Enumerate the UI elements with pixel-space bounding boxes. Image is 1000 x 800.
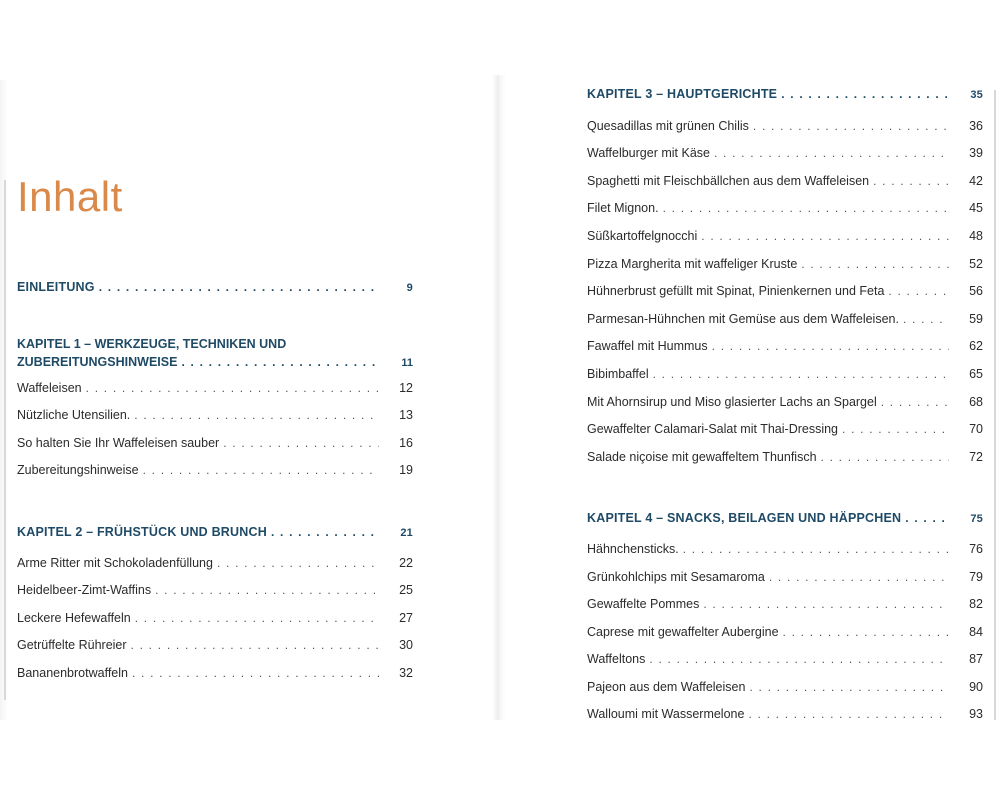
toc-entry[interactable]	[587, 223, 983, 251]
toc-entry-label: Gewaffelte Pommes	[587, 597, 700, 612]
toc-entry-label: Bibimbaffel	[587, 366, 649, 381]
dot-leader	[143, 457, 379, 485]
toc-entry-page: 93	[969, 707, 983, 722]
toc-entry-page: 56	[969, 284, 983, 299]
dot-leader	[132, 660, 379, 688]
dot-leader	[181, 353, 379, 371]
toc-entry-label: Arme Ritter mit Schokoladenfüllung	[17, 555, 213, 570]
toc-entry-page: 68	[969, 394, 983, 409]
toc-entry-page: 62	[969, 339, 983, 354]
dot-leader	[99, 274, 379, 302]
dot-leader	[873, 168, 949, 196]
toc-entry-page: 16	[399, 435, 413, 450]
dot-leader	[748, 701, 949, 729]
toc-entry-label: Waffeleisen	[17, 380, 82, 395]
chapter-1-title-line1: KAPITEL 1 – WERKZEUGE, TECHNIKEN UND	[17, 336, 287, 351]
dot-leader	[712, 333, 949, 361]
toc-entry-label: Quesadillas mit grünen Chilis	[587, 118, 749, 133]
chapter-3-page: 35	[970, 89, 983, 101]
dot-leader	[663, 195, 949, 223]
dot-leader	[683, 536, 949, 564]
chapter-1-title-line2: ZUBEREITUNGSHINWEISE	[17, 354, 178, 369]
toc-entry[interactable]	[587, 701, 983, 729]
chapter-4-title: KAPITEL 4 – SNACKS, BEILAGEN UND HÄPPCHEN	[587, 511, 902, 526]
toc-entry-page: 13	[399, 408, 413, 423]
toc-entry-page: 84	[969, 624, 983, 639]
dot-leader	[714, 140, 949, 168]
toc-entry[interactable]	[587, 564, 983, 592]
toc-entry-label: Hähnchensticks.	[587, 541, 679, 556]
toc-entry-label: Walloumi mit Wassermelone	[587, 707, 745, 722]
page-title: Inhalt	[17, 173, 123, 220]
toc-intro-label: EINLEITUNG	[17, 280, 95, 294]
dot-leader	[134, 402, 379, 430]
toc-entry-page: 19	[399, 463, 413, 478]
toc-chapter-2[interactable]	[17, 519, 413, 547]
toc-entry-label: Bananenbrotwaffeln	[17, 665, 128, 680]
dot-leader	[753, 113, 949, 141]
toc-entry[interactable]	[587, 416, 983, 444]
dot-leader	[86, 375, 379, 403]
toc-entry-label: Mit Ahornsirup und Miso glasierter Lachs an Spargel	[587, 394, 877, 409]
dot-leader	[703, 591, 949, 619]
toc-entry-page: 22	[399, 555, 413, 570]
toc-entry-label: Zubereitungshinweise	[17, 463, 139, 478]
dot-leader	[135, 605, 379, 633]
dot-leader	[271, 519, 379, 547]
dot-leader	[781, 81, 949, 109]
toc-entry[interactable]	[587, 646, 983, 674]
toc-entry[interactable]	[587, 251, 983, 279]
dot-leader	[653, 361, 949, 389]
toc-entry-page: 42	[969, 173, 983, 188]
toc-entry-page: 48	[969, 228, 983, 243]
toc-entry-label: Filet Mignon.	[587, 201, 659, 216]
toc-entry-label: Pizza Margherita mit waffeliger Kruste	[587, 256, 798, 271]
toc-entry-label: Parmesan-Hühnchen mit Gemüse aus dem Waffeleisen.	[587, 311, 899, 326]
toc-entry-label: Salade niçoise mit gewaffeltem Thunfisch	[587, 449, 817, 464]
toc-chapter-3[interactable]	[587, 81, 983, 109]
toc-entry-label: Waffeltons	[587, 652, 646, 667]
toc-chapter-4[interactable]	[587, 505, 983, 533]
toc-entry-page: 39	[969, 146, 983, 161]
toc-entry-page: 30	[399, 638, 413, 653]
toc-entry[interactable]	[17, 457, 413, 485]
toc-entry[interactable]	[587, 306, 983, 334]
dot-leader	[842, 416, 949, 444]
chapter-1-page: 11	[401, 356, 413, 369]
toc-entry[interactable]	[17, 605, 413, 633]
chapter-3-title: KAPITEL 3 – HAUPTGERICHTE	[587, 87, 778, 101]
toc-entry[interactable]	[17, 577, 413, 605]
toc-entry-label: Waffelburger mit Käse	[587, 146, 710, 161]
toc-entry-label: Gewaffelter Calamari-Salat mit Thai-Dressing	[587, 422, 839, 437]
toc-entry-page: 12	[399, 380, 413, 395]
toc-entry-label: Spaghetti mit Fleischbällchen aus dem Waffeleisen	[587, 173, 870, 188]
dot-leader	[903, 306, 949, 334]
toc-entry[interactable]	[17, 402, 413, 430]
toc-entry-page: 59	[969, 311, 983, 326]
toc-entry-label: Hühnerbrust gefüllt mit Spinat, Pinienkernen und Feta	[587, 284, 885, 299]
toc-entry-page: 90	[969, 679, 983, 694]
dot-leader	[801, 251, 949, 279]
toc-entry-label: Fawaffel mit Hummus	[587, 339, 708, 354]
toc-entry[interactable]	[587, 536, 983, 564]
left-margin-rule	[4, 180, 6, 700]
toc-entry[interactable]	[587, 619, 983, 647]
toc-entry-label: Grünkohlchips mit Sesamaroma	[587, 569, 765, 584]
toc-entry[interactable]	[17, 375, 413, 403]
toc-entry[interactable]	[17, 632, 413, 660]
toc-entry[interactable]	[587, 674, 983, 702]
toc-entry[interactable]	[587, 168, 983, 196]
dot-leader	[769, 564, 949, 592]
toc-entry-label: Nützliche Utensilien.	[17, 408, 131, 423]
toc-entry-page: 52	[969, 256, 983, 271]
chapter-4-page: 75	[970, 513, 983, 526]
chapter-2-title: KAPITEL 2 – FRÜHSTÜCK UND BRUNCH	[17, 524, 267, 539]
toc-entry-page: 45	[969, 201, 983, 216]
dot-leader	[905, 505, 949, 533]
toc-right-column	[587, 81, 983, 729]
toc-entry-page: 79	[969, 569, 983, 584]
toc-intro[interactable]	[17, 274, 413, 302]
toc-entry[interactable]	[587, 389, 983, 417]
toc-entry-label: Pajeon aus dem Waffeleisen	[587, 679, 746, 694]
toc-entry-page: 32	[399, 665, 413, 680]
toc-entry-label: Süßkartoffelgnocchi	[587, 228, 698, 243]
toc-entry-page: 65	[969, 366, 983, 381]
dot-leader	[649, 646, 949, 674]
toc-entry-label: Heidelbeer-Zimt-Waffins	[17, 583, 152, 598]
dot-leader	[888, 278, 949, 306]
dot-leader	[223, 430, 379, 458]
toc-entry-page: 76	[969, 541, 983, 556]
toc-entry-page: 87	[969, 652, 983, 667]
dot-leader	[701, 223, 949, 251]
toc-entry-page: 36	[969, 118, 983, 133]
toc-entry[interactable]	[587, 333, 983, 361]
right-margin-rule	[994, 90, 996, 720]
toc-entry[interactable]	[587, 444, 983, 472]
dot-leader	[155, 577, 379, 605]
toc-entry[interactable]	[587, 195, 983, 223]
toc-left-column	[17, 274, 413, 688]
dot-leader	[749, 674, 949, 702]
toc-entry[interactable]	[587, 278, 983, 306]
book-gutter	[492, 75, 506, 720]
toc-entry-label: Getrüffelte Rühreier	[17, 638, 127, 653]
toc-entry[interactable]	[17, 550, 413, 578]
toc-entry[interactable]	[587, 140, 983, 168]
toc-entry[interactable]	[587, 361, 983, 389]
toc-entry-page: 82	[969, 597, 983, 612]
toc-entry[interactable]	[17, 430, 413, 458]
dot-leader	[881, 389, 949, 417]
dot-leader	[217, 550, 379, 578]
dot-leader	[821, 444, 949, 472]
toc-intro-page: 9	[406, 282, 413, 294]
toc-entry-label: Leckere Hefewaffeln	[17, 610, 131, 625]
toc-chapter-1[interactable]	[17, 335, 413, 371]
dot-leader	[783, 619, 949, 647]
toc-entry-page: 25	[399, 583, 413, 598]
toc-entry[interactable]	[17, 660, 413, 688]
toc-entry[interactable]	[587, 113, 983, 141]
toc-entry-page: 70	[969, 422, 983, 437]
dot-leader	[131, 632, 379, 660]
toc-entry-page: 72	[969, 449, 983, 464]
toc-entry-page: 27	[399, 610, 413, 625]
toc-entry-label: So halten Sie Ihr Waffeleisen sauber	[17, 435, 220, 450]
toc-entry-label: Caprese mit gewaffelter Aubergine	[587, 624, 779, 639]
chapter-2-page: 21	[400, 526, 413, 539]
toc-entry[interactable]	[587, 591, 983, 619]
